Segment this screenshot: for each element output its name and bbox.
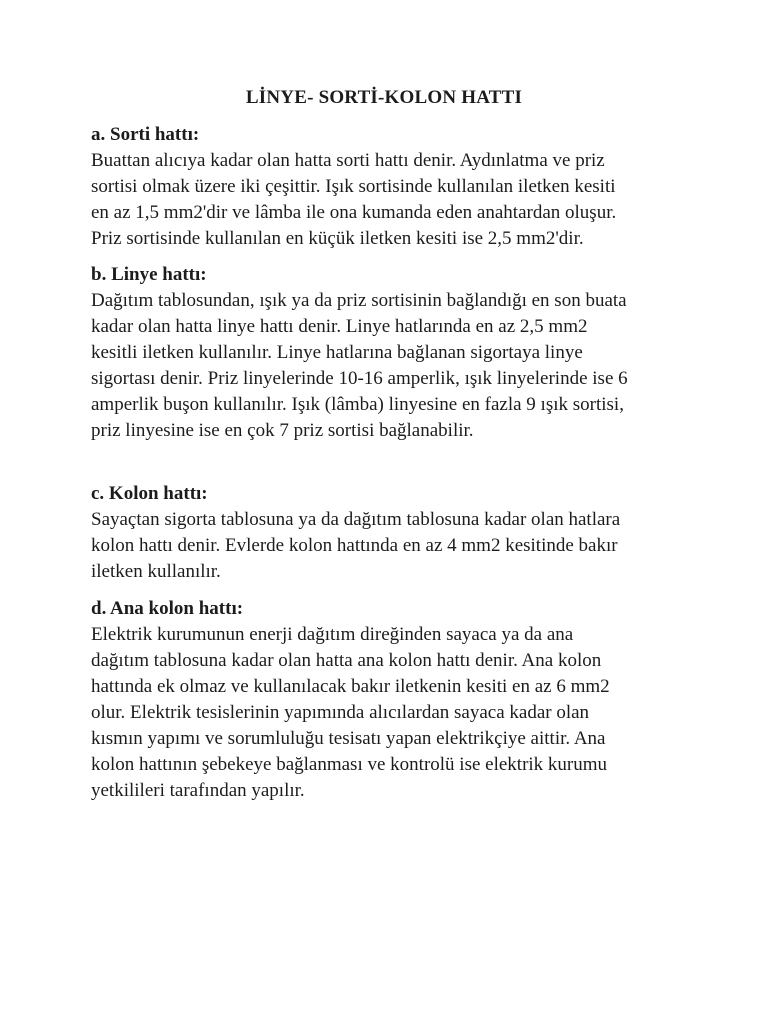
paragraph-line: sortisi olmak üzere iki çeşittir. Işık sortisinde kullanılan iletken kesiti [91,176,616,197]
paragraph-line: Priz sortisinde kullanılan en küçük iletken kesiti ise 2,5 mm2'dir. [91,228,584,249]
section-heading: b. Linye hattı: [91,264,207,285]
paragraph-line: yetkilileri tarafından yapılır. [91,780,305,801]
paragraph-line: olur. Elektrik tesislerinin yapımında alıcılardan sayaca kadar olan [91,702,590,723]
paragraph-line: Buattan alıcıya kadar olan hatta sorti hattı denir. Aydınlatma ve priz [91,150,605,171]
paragraph-line: amperlik buşon kullanılır. Işık (lâmba) linyesine en fazla 9 ışık sortisi, [91,394,624,415]
paragraph-line: Sayaçtan sigorta tablosuna ya da dağıtım tablosuna kadar olan hatlara [91,509,621,530]
section-linye-hatti [91,262,711,444]
paragraph-line: iletken kullanılır. [91,561,221,582]
page-title: LİNYE- SORTİ-KOLON HATTI [245,87,523,108]
paragraph-line: en az 1,5 mm2'dir ve lâmba ile ona kumanda eden anahtardan oluşur. [91,202,617,223]
paragraph-line: Elektrik kurumunun enerji dağıtım direğinden sayaca ya da ana [91,624,574,645]
section-ana-kolon-hatti [91,596,711,804]
paragraph-line: hattında ek olmaz ve kullanılacak bakır iletkenin kesiti en az 6 mm2 [91,676,610,697]
paragraph-line: kesitli iletken kullanılır. Linye hatlarına bağlanan sigortaya linye [91,342,583,363]
section-heading: d. Ana kolon hattı: [91,598,244,619]
paragraph-line: dağıtım tablosuna kadar olan hatta ana kolon hattı denir. Ana kolon [91,650,602,671]
section-kolon-hatti [91,481,711,585]
section-heading: a. Sorti hattı: [91,124,200,145]
paragraph-line: kolon hattı denir. Evlerde kolon hattında en az 4 mm2 kesitinde bakır [91,535,618,556]
section-sorti-hatti [91,122,711,252]
paragraph-line: kısmın yapımı ve sorumluluğu tesisatı yapan elektrikçiye aittir. Ana [91,728,606,749]
section-heading: c. Kolon hattı: [91,483,208,504]
paragraph-line: kolon hattının şebekeye bağlanması ve kontrolü ise elektrik kurumu [91,754,608,775]
paragraph-line: priz linyesine ise en çok 7 priz sortisi bağlanabilir. [91,420,474,441]
paragraph-line: Dağıtım tablosundan, ışık ya da priz sortisinin bağlandığı en son buata [91,290,627,311]
paragraph-line: sigortası denir. Priz linyelerinde 10-16 amperlik, ışık linyelerinde ise 6 [91,368,628,389]
paragraph-line: kadar olan hatta linye hattı denir. Linye hatlarında en az 2,5 mm2 [91,316,588,337]
